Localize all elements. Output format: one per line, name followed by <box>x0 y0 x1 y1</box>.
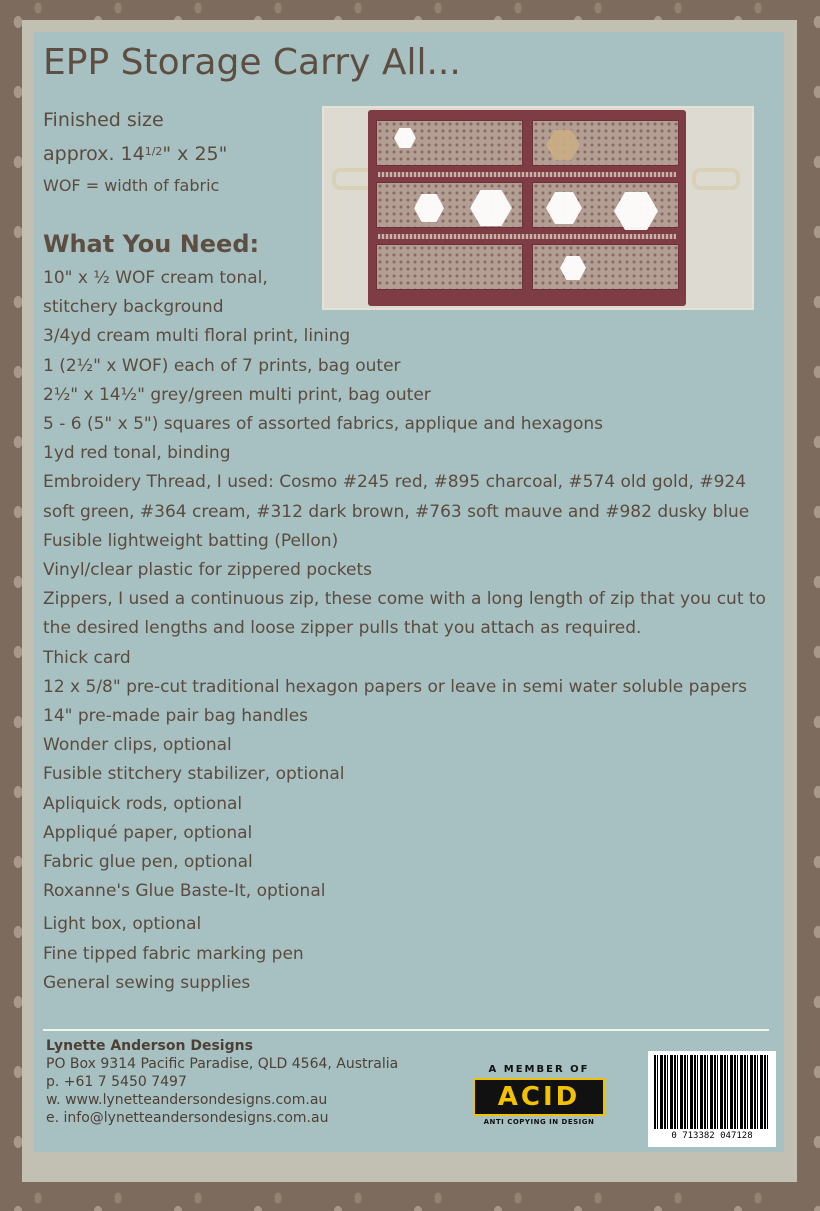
finished-size-prefix: approx. 14 <box>43 143 145 165</box>
acid-subtitle: ANTI COPYING IN DESIGN <box>483 1118 595 1126</box>
contact-block <box>46 1037 398 1127</box>
list-item: 5 - 6 (5" x 5") squares of assorted fabrics, applique and hexagons <box>43 414 604 435</box>
list-item: Zippers, I used a continuous zip, these come with a long length of zip that you cut to the desired lengths and loose zipper pulls that you attach as required. <box>43 589 766 639</box>
barcode <box>648 1051 776 1147</box>
list-item: 12 x 5/8" pre-cut traditional hexagon papers or leave in semi water soluble papers <box>43 676 747 697</box>
finished-size-suffix: " x 25" <box>162 143 228 165</box>
list-item: General sewing supplies <box>43 972 251 993</box>
postal-address: PO Box 9314 Pacific Paradise, QLD 4564, Australia <box>46 1056 399 1072</box>
list-item: Appliqué paper, optional <box>43 822 253 843</box>
acid-logo <box>471 1064 607 1126</box>
page-title: EPP Storage Carry All... <box>43 42 461 83</box>
list-item: 1 (2½" x WOF) each of 7 prints, bag outer <box>43 355 401 376</box>
list-item: stitchery background <box>43 297 224 318</box>
finished-size-label: Finished size <box>43 109 164 131</box>
company-name: Lynette Anderson Designs <box>46 1038 253 1054</box>
zipper <box>378 172 676 177</box>
finished-size <box>43 104 227 202</box>
acid-wordmark: ACID <box>473 1078 605 1116</box>
list-item: 3/4yd cream multi floral print, lining <box>43 326 351 347</box>
email-link[interactable]: e. info@lynetteandersondesigns.com.au <box>46 1110 329 1126</box>
acid-member-text: A MEMBER OF <box>488 1064 590 1075</box>
phone-number: p. +61 7 5450 7497 <box>46 1074 187 1090</box>
list-item: 14" pre-made pair bag handles <box>43 706 309 727</box>
list-item: 10" x ½ WOF cream tonal, <box>43 268 268 288</box>
list-item: Fabric glue pen, optional <box>43 852 253 873</box>
list-item: 2½" x 14½" grey/green multi print, bag outer <box>43 384 431 405</box>
footer-divider <box>43 1029 769 1031</box>
list-item: Light box, optional <box>43 914 202 935</box>
list-item: Wonder clips, optional <box>43 735 232 756</box>
finished-size-value <box>43 136 227 170</box>
what-you-need-heading: What You Need: <box>43 230 260 258</box>
finished-size-fraction: 1/2 <box>144 145 163 158</box>
materials-list <box>43 264 778 998</box>
list-item: Fine tipped fabric marking pen <box>43 943 304 964</box>
list-item: Apliquick rods, optional <box>43 793 243 814</box>
website-link[interactable]: w. www.lynetteandersondesigns.com.au <box>46 1092 328 1108</box>
list-item: Fusible lightweight batting (Pellon) <box>43 530 339 551</box>
barcode-number: 0 713382 047128 <box>671 1131 753 1141</box>
list-item: Vinyl/clear plastic for zippered pockets <box>43 560 373 581</box>
barcode-bars <box>654 1055 770 1129</box>
wof-note: WOF = width of fabric <box>43 176 220 195</box>
list-item: Thick card <box>43 647 131 668</box>
list-item: 1yd red tonal, binding <box>43 443 231 464</box>
zipper <box>378 234 676 239</box>
list-item: Fusible stitchery stabilizer, optional <box>43 764 345 785</box>
list-item: Roxanne's Glue Baste-It, optional <box>43 881 326 902</box>
content-panel <box>34 32 784 1152</box>
list-item: Embroidery Thread, I used: Cosmo #245 red, #895 charcoal, #574 old gold, #924 soft green, #364 cream, #312 dark brown, #763 soft mauve and #982 dusky blue <box>43 472 750 522</box>
bag-handle-right <box>692 168 740 190</box>
